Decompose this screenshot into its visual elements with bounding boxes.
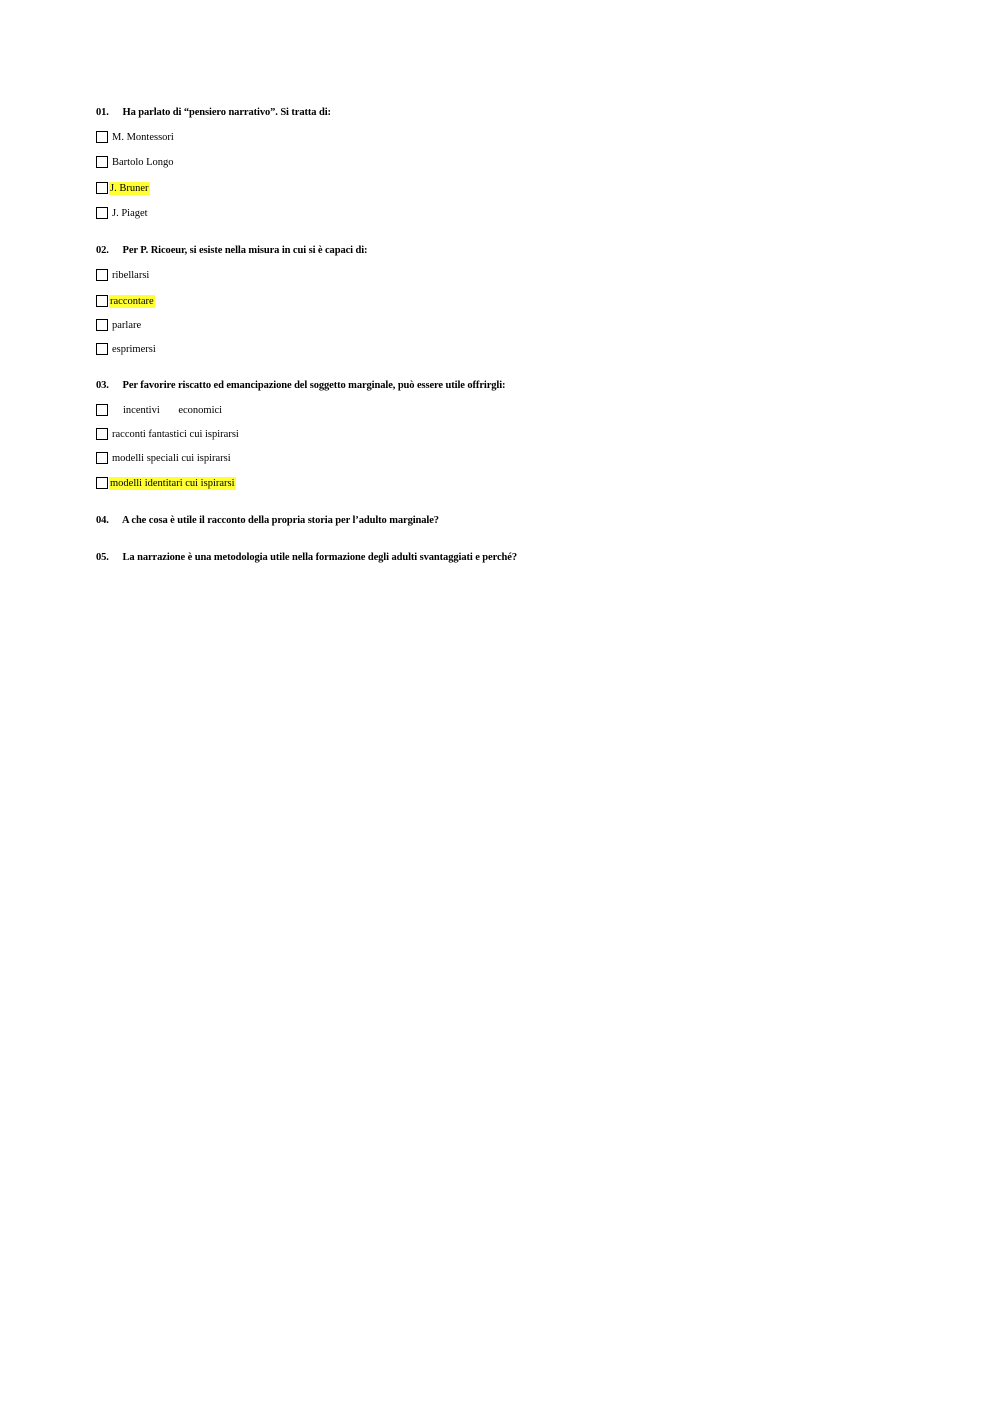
option-2-4[interactable]: [96, 341, 157, 357]
question-4: [96, 514, 439, 528]
question-text: Per P. Ricoeur, si esiste nella misura in cui si è capaci di:: [122, 245, 368, 256]
option-2-2[interactable]: [96, 293, 155, 309]
option-3-3[interactable]: [96, 450, 232, 466]
option-label: modelli speciali cui ispirarsi: [112, 452, 231, 464]
checkbox[interactable]: [96, 452, 108, 464]
option-label: parlare: [112, 319, 142, 331]
option-3-4[interactable]: [96, 475, 236, 491]
checkbox[interactable]: [96, 295, 108, 307]
option-1-3[interactable]: [96, 180, 150, 196]
option-2-3[interactable]: [96, 317, 142, 333]
option-label-highlighted: modelli identitari cui ispirarsi: [110, 477, 235, 489]
question-number: 03.: [96, 380, 109, 391]
option-1-2[interactable]: [96, 154, 175, 170]
question-1: [96, 106, 331, 120]
option-label-highlighted: J. Bruner: [110, 182, 149, 194]
question-number: 01.: [96, 107, 109, 118]
option-label: Bartolo Longo: [112, 156, 174, 168]
checkbox[interactable]: [96, 269, 108, 281]
option-1-1[interactable]: [96, 129, 175, 145]
option-label: M. Montessori: [112, 131, 174, 143]
option-label: incentivi economici: [123, 404, 223, 416]
checkbox[interactable]: [96, 182, 108, 194]
question-3: [96, 379, 505, 393]
option-3-1[interactable]: [96, 402, 223, 418]
checkbox[interactable]: [96, 343, 108, 355]
checkbox[interactable]: [96, 131, 108, 143]
question-text: Ha parlato di “pensiero narrativo”. Si tratta di:: [122, 107, 331, 118]
option-label: ribellarsi: [112, 269, 150, 281]
checkbox[interactable]: [96, 319, 108, 331]
question-2: [96, 244, 367, 258]
question-5: [96, 551, 517, 565]
option-2-1[interactable]: [96, 267, 150, 283]
question-number: 04.: [96, 515, 109, 526]
option-label-highlighted: raccontare: [110, 295, 154, 307]
option-1-4[interactable]: [96, 205, 149, 221]
question-number: 05.: [96, 552, 109, 563]
question-text: Per favorire riscatto ed emancipazione del soggetto marginale, può essere utile offrirgli:: [122, 380, 506, 391]
option-label: racconti fantastici cui ispirarsi: [112, 428, 239, 440]
checkbox[interactable]: [96, 477, 108, 489]
question-text: A che cosa è utile il racconto della propria storia per l’adulto marginale?: [121, 515, 439, 526]
option-label: esprimersi: [112, 343, 156, 355]
checkbox[interactable]: [96, 156, 108, 168]
question-number: 02.: [96, 245, 109, 256]
checkbox[interactable]: [96, 207, 108, 219]
checkbox[interactable]: [96, 428, 108, 440]
checkbox[interactable]: [96, 404, 108, 416]
option-3-2[interactable]: [96, 426, 240, 442]
option-label: J. Piaget: [112, 207, 148, 219]
question-text: La narrazione è una metodologia utile nella formazione degli adulti svantaggiati e perché?: [122, 552, 517, 563]
